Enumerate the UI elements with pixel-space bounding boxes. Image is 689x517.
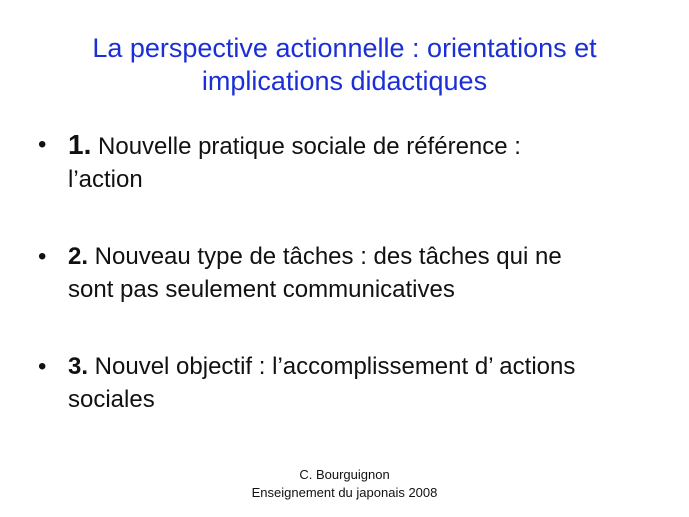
bullet-text-continued: l’action bbox=[68, 166, 143, 193]
slide-title-line-2: implications didactiques bbox=[201, 66, 488, 96]
bullet-number: 1. bbox=[68, 129, 92, 160]
bullet-number: 3. bbox=[68, 353, 89, 380]
bullet-list bbox=[38, 128, 658, 460]
bullet-text-continued: sont pas seulement communicatives bbox=[68, 276, 455, 303]
bullet-marker: • bbox=[38, 131, 47, 158]
bullet-text: Nouveau type de tâches : des tâches qui ne bbox=[88, 243, 562, 270]
bullet-item-3 bbox=[38, 350, 658, 416]
slide-footer bbox=[0, 466, 689, 502]
slide-title bbox=[20, 32, 669, 98]
bullet-item-2 bbox=[38, 240, 658, 306]
bullet-text-continued: sociales bbox=[68, 386, 155, 413]
bullet-text: Nouvel objectif : l’accomplissement d’ actions bbox=[88, 353, 576, 380]
bullet-number: 2. bbox=[68, 243, 89, 270]
footer-author: C. Bourguignon bbox=[299, 467, 390, 482]
bullet-text: Nouvelle pratique sociale de référence : bbox=[91, 133, 521, 160]
slide-title-line-1: La perspective actionnelle : orientations et bbox=[92, 33, 597, 63]
bullet-marker: • bbox=[38, 353, 47, 380]
bullet-item-1 bbox=[38, 128, 658, 196]
footer-course: Enseignement du japonais 2008 bbox=[251, 485, 438, 500]
bullet-marker: • bbox=[38, 243, 47, 270]
